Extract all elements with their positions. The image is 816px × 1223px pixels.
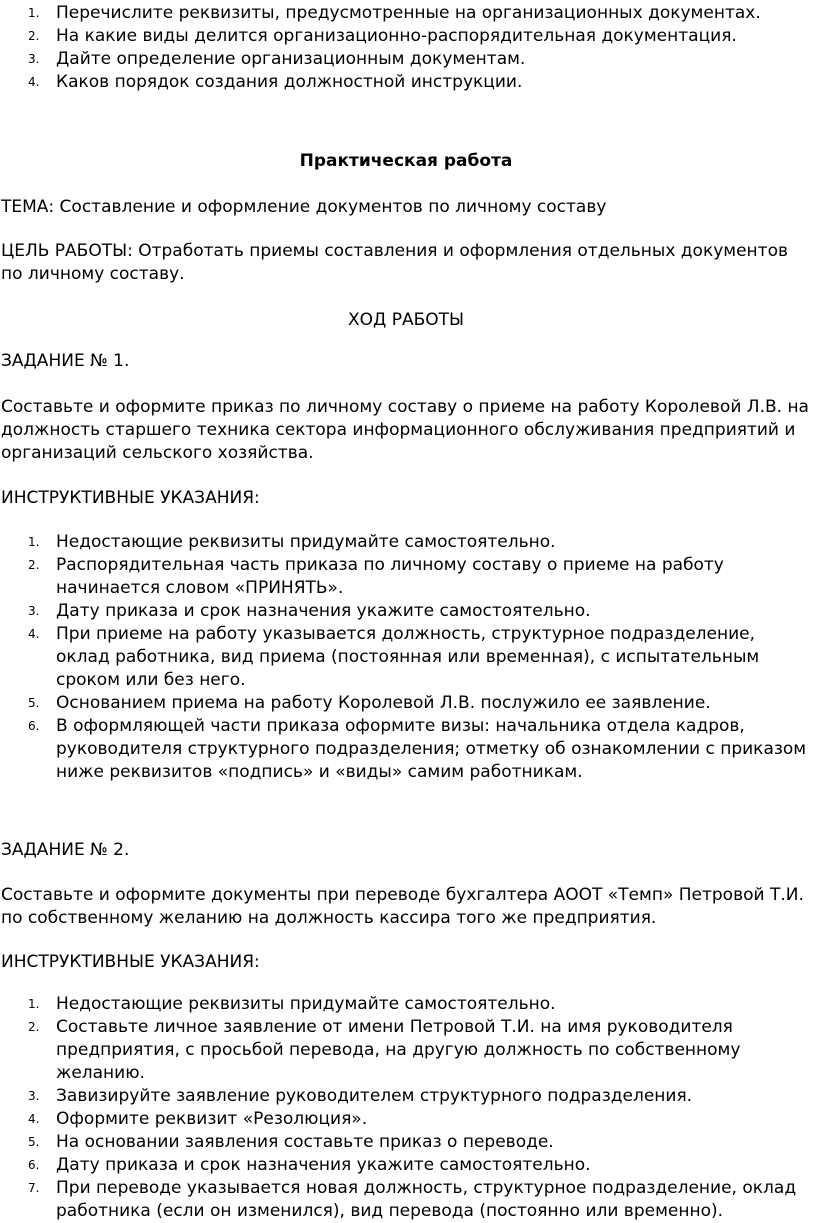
list-number: 1.: [28, 997, 40, 1011]
list-item: [0, 48, 812, 71]
list-item-text: Дату приказа и срок назначения укажите самостоятельно.: [56, 601, 591, 621]
list-item-text: Составьте личное заявление от имени Петровой Т.И. на имя руководителя предприятия, с просьбой перевода, на другую должность по собственному желанию.: [56, 1017, 741, 1083]
list-item-text: Дайте определение организационным документам.: [56, 49, 526, 69]
list-item-text: Основанием приема на работу Королевой Л.В. послужило ее заявление.: [56, 693, 711, 713]
list-item: [0, 1108, 812, 1131]
list-number: 4.: [28, 75, 40, 89]
list-number: 4.: [28, 1112, 40, 1126]
list-item: [0, 600, 812, 623]
list-number: 1.: [28, 535, 40, 549]
task2-instructions-title: ИНСТРУКТИВНЫЕ УКАЗАНИЯ:: [1, 952, 260, 972]
theme-line: ТЕМА: Составление и оформление документов по личному составу: [1, 197, 607, 217]
list-item-text: При приеме на работу указывается должность, структурное подразделение, оклад работника, вид приема (постоянная или временная), с испытательным сроком или без него.: [56, 624, 760, 690]
intro-question-list: [0, 2, 812, 94]
list-item: [0, 692, 812, 715]
list-item-text: Каков порядок создания должностной инструкции.: [56, 72, 523, 92]
list-item-text: Перечислите реквизиты, предусмотренные на организационных документах.: [56, 3, 761, 23]
list-number: 3.: [28, 1089, 40, 1103]
list-item: [0, 531, 812, 554]
list-item-text: Недостающие реквизиты придумайте самостоятельно.: [56, 994, 556, 1014]
list-item: [0, 1131, 812, 1154]
list-item-text: При переводе указывается новая должность, структурное подразделение, оклад работника (если он изменился), вид перевода (постоянно или временно).: [56, 1178, 797, 1221]
list-number: 6.: [28, 1158, 40, 1172]
task2-instruction-list: [0, 993, 812, 1223]
list-number: 5.: [28, 696, 40, 710]
list-item: [0, 715, 812, 784]
list-number: 2.: [28, 1020, 40, 1034]
task1-instructions-title: ИНСТРУКТИВНЫЕ УКАЗАНИЯ:: [1, 488, 260, 508]
list-item-text: Дату приказа и срок назначения укажите самостоятельно.: [56, 1155, 591, 1175]
list-number: 2.: [28, 558, 40, 572]
progress-heading: ХОД РАБОТЫ: [347, 310, 465, 330]
page-heading: Практическая работа: [299, 151, 513, 171]
list-item: [0, 993, 812, 1016]
list-number: 7.: [28, 1181, 40, 1195]
list-item: [0, 2, 812, 25]
list-item: [0, 1154, 812, 1177]
list-item-text: Распорядительная часть приказа по личному составу о приеме на работу начинается словом «ПРИНЯТЬ».: [56, 555, 724, 598]
list-item-text: На какие виды делится организационно-распорядительная документация.: [56, 26, 737, 46]
list-item-text: Завизируйте заявление руководителем структурного подразделения.: [56, 1086, 693, 1106]
list-item-text: Оформите реквизит «Резолюция».: [56, 1109, 368, 1129]
list-number: 1.: [28, 6, 40, 20]
list-number: 6.: [28, 719, 40, 733]
list-item-text: На основании заявления составьте приказ о переводе.: [56, 1132, 554, 1152]
task2-title: ЗАДАНИЕ № 2.: [1, 840, 130, 860]
list-number: 3.: [28, 604, 40, 618]
list-number: 5.: [28, 1135, 40, 1149]
list-number: 4.: [28, 627, 40, 641]
task1-instruction-list: [0, 531, 812, 784]
list-item: [0, 71, 812, 94]
list-item: [0, 554, 812, 600]
list-item: [0, 1177, 812, 1223]
list-item: [0, 25, 812, 48]
list-item-text: В оформляющей части приказа оформите визы: начальника отдела кадров, руководителя структурного подразделения; отметку об ознакомлении с приказом ниже реквизитов «подпись» и «виды» самим работникам.: [56, 716, 807, 782]
list-item: [0, 623, 812, 692]
task1-title: ЗАДАНИЕ № 1.: [1, 351, 130, 371]
list-number: 2.: [28, 29, 40, 43]
list-item: [0, 1085, 812, 1108]
task2-text: Составьте и оформите документы при переводе бухгалтера АООТ «Темп» Петровой Т.И. по собственному желанию на должность кассира того же предприятия.: [1, 885, 804, 928]
list-item: [0, 1016, 812, 1085]
task1-text: Составьте и оформите приказ по личному составу о приеме на работу Королевой Л.В. на должность старшего техника сектора информационного обслуживания предприятий и организаций сельского хозяйства.: [1, 397, 809, 463]
goal-paragraph: ЦЕЛЬ РАБОТЫ: Отработать приемы составления и оформления отдельных документов по личному составу.: [1, 241, 788, 284]
list-item-text: Недостающие реквизиты придумайте самостоятельно.: [56, 532, 556, 552]
list-number: 3.: [28, 52, 40, 66]
